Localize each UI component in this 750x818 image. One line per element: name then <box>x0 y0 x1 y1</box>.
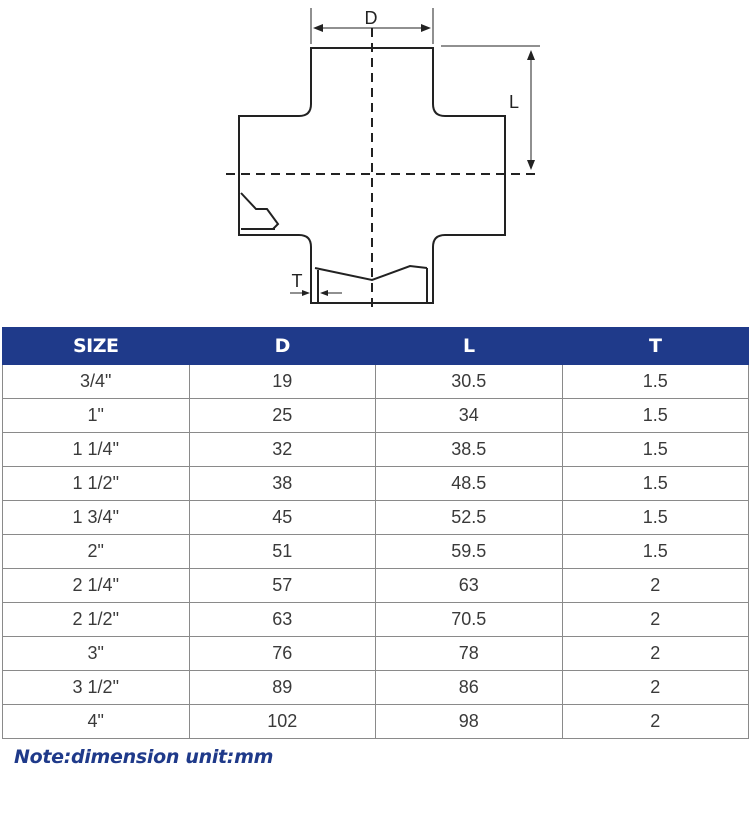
cell-size: 3/4" <box>3 365 190 399</box>
cell-size: 1 1/2" <box>3 467 190 501</box>
cell-t: 1.5 <box>562 467 749 501</box>
table-row <box>3 671 749 705</box>
cell-l: 34 <box>376 399 563 433</box>
d-arrow-right <box>421 24 431 32</box>
cell-t: 2 <box>562 569 749 603</box>
dimension-table <box>2 327 749 739</box>
cell-size: 3 1/2" <box>3 671 190 705</box>
t-label: T <box>291 271 303 291</box>
cell-l: 38.5 <box>376 433 563 467</box>
cell-d: 51 <box>189 535 376 569</box>
header-d: D <box>189 328 376 365</box>
l-arrow-bottom <box>527 160 535 170</box>
cell-l: 59.5 <box>376 535 563 569</box>
cell-d: 38 <box>189 467 376 501</box>
table-row <box>3 433 749 467</box>
table-row <box>3 535 749 569</box>
table-row <box>3 569 749 603</box>
cell-d: 89 <box>189 671 376 705</box>
t-arrow-left <box>302 290 310 296</box>
cell-d: 25 <box>189 399 376 433</box>
cell-d: 63 <box>189 603 376 637</box>
cell-t: 2 <box>562 705 749 739</box>
cell-t: 1.5 <box>562 535 749 569</box>
l-arrow-top <box>527 50 535 60</box>
cell-l: 30.5 <box>376 365 563 399</box>
table-row <box>3 637 749 671</box>
cell-d: 102 <box>189 705 376 739</box>
table-row <box>3 365 749 399</box>
table-header-row <box>3 328 749 365</box>
cell-size: 2 1/2" <box>3 603 190 637</box>
cell-l: 52.5 <box>376 501 563 535</box>
cross-fitting-drawing <box>0 0 750 325</box>
cell-t: 1.5 <box>562 365 749 399</box>
header-t: T <box>562 328 749 365</box>
cell-d: 32 <box>189 433 376 467</box>
cell-t: 1.5 <box>562 501 749 535</box>
cell-l: 48.5 <box>376 467 563 501</box>
unit-note: Note:dimension unit:mm <box>14 746 274 768</box>
cell-size: 1" <box>3 399 190 433</box>
cell-d: 57 <box>189 569 376 603</box>
cell-d: 45 <box>189 501 376 535</box>
cell-t: 2 <box>562 603 749 637</box>
cell-t: 2 <box>562 671 749 705</box>
cell-l: 78 <box>376 637 563 671</box>
table-row <box>3 705 749 739</box>
cross-outline <box>239 48 505 303</box>
cell-t: 1.5 <box>562 399 749 433</box>
cell-d: 19 <box>189 365 376 399</box>
cell-l: 70.5 <box>376 603 563 637</box>
table-row <box>3 467 749 501</box>
t-arrow-right <box>320 290 328 296</box>
table-row <box>3 501 749 535</box>
cell-size: 4" <box>3 705 190 739</box>
table-row <box>3 603 749 637</box>
cell-size: 2 1/4" <box>3 569 190 603</box>
d-arrow-left <box>313 24 323 32</box>
cell-d: 76 <box>189 637 376 671</box>
cell-l: 63 <box>376 569 563 603</box>
cell-l: 86 <box>376 671 563 705</box>
cell-t: 2 <box>562 637 749 671</box>
header-size: SIZE <box>3 328 190 365</box>
l-label: L <box>508 92 520 112</box>
header-l: L <box>376 328 563 365</box>
cell-size: 2" <box>3 535 190 569</box>
cell-l: 98 <box>376 705 563 739</box>
d-label: D <box>364 8 378 28</box>
cell-size: 1 1/4" <box>3 433 190 467</box>
left-cutaway <box>241 193 278 229</box>
table-row <box>3 399 749 433</box>
cell-size: 1 3/4" <box>3 501 190 535</box>
cell-t: 1.5 <box>562 433 749 467</box>
cell-size: 3" <box>3 637 190 671</box>
